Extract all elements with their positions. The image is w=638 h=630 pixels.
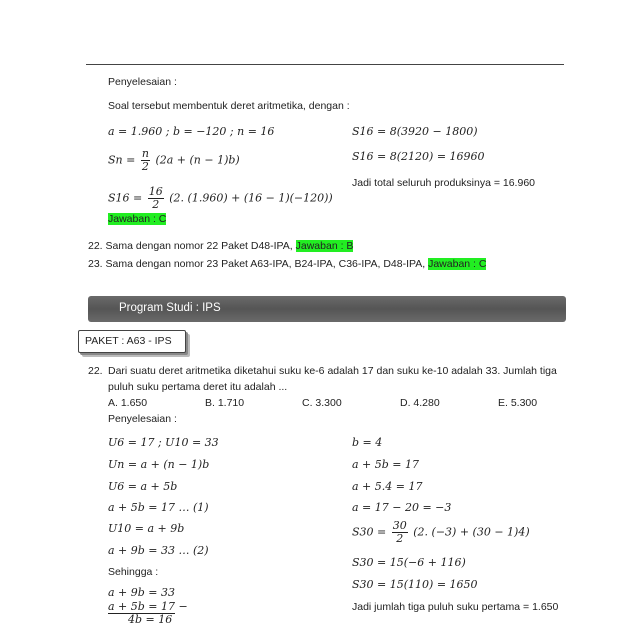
sn-formula	[108, 148, 240, 173]
s30-lhs: S30 =	[352, 525, 387, 539]
question-line-2: puluh suku pertama deret itu adalah ...	[108, 381, 288, 393]
step-left: Un = a + (n − 1)b	[108, 458, 210, 471]
s30-rhs: (2. (−3) + (30 − 1)4)	[413, 525, 530, 539]
paket-box	[78, 330, 186, 353]
s30-result-1: S30 = 15(−6 + 116)	[352, 556, 466, 569]
s16-lhs: S16 =	[108, 191, 143, 205]
penyelesaian-label: Penyelesaian :	[108, 413, 177, 425]
penyelesaian-label: Penyelesaian :	[108, 76, 177, 88]
s30-result-2: S30 = 15(110) = 1650	[352, 578, 478, 591]
option-e: E. 5.300	[498, 397, 538, 409]
item-text: Sama dengan nomor 23 Paket A63-IPA, B24-IPA, C36-IPA, D48-IPA,	[105, 258, 429, 270]
s16-result-1: S16 = 8(3920 − 1800)	[352, 125, 478, 138]
paket-label: PAKET : A63 - IPS	[85, 335, 172, 347]
question-line-1: Dari suatu deret aritmetika diketahui suku ke-6 adalah 17 dan suku ke-10 adalah 33. Jumlah tiga	[108, 365, 557, 377]
step-right: a = 17 − 20 = −3	[352, 501, 452, 514]
step-right: b = 4	[352, 436, 383, 449]
option-b: B. 1.710	[205, 397, 245, 409]
s16-den: 2	[152, 198, 160, 211]
program-studi-label: Program Studi : IPS	[119, 302, 221, 314]
s30-num: 30	[392, 519, 407, 532]
s16-result-2: S16 = 8(2120) = 16960	[352, 150, 485, 163]
minus-sign: −	[178, 600, 188, 613]
sn-num: n	[141, 147, 149, 160]
item-number: 23.	[88, 258, 103, 270]
list-item	[88, 258, 486, 270]
question-number: 22.	[88, 365, 103, 377]
step-left: a + 5b = 17 … (1)	[108, 501, 209, 514]
elimination-eq-1: a + 9b = 33	[108, 586, 176, 599]
intro-text: Soal tersebut membentuk deret aritmetika, dengan :	[108, 100, 350, 112]
option-d: D. 4.280	[400, 397, 440, 409]
elimination-eq-2	[108, 600, 188, 613]
sn-rhs: (2a + (n − 1)b)	[155, 153, 240, 167]
s30-formula	[352, 520, 530, 545]
final-answer: Jadi jumlah tiga puluh suku pertama = 1.650	[352, 601, 559, 613]
option-a: A. 1.650	[108, 397, 148, 409]
item-number: 22.	[88, 240, 103, 252]
s16-rhs: (2. (1.960) + (16 − 1)(−120))	[169, 191, 333, 205]
item-answer: Jawaban : C	[428, 258, 487, 270]
sn-den: 2	[141, 160, 149, 173]
option-c: C. 3.300	[302, 397, 342, 409]
given-values: a = 1.960 ; b = −120 ; n = 16	[108, 125, 275, 138]
step-right: a + 5b = 17	[352, 458, 420, 471]
s16-num: 16	[148, 185, 163, 198]
elimination-result: 4b = 16	[128, 613, 173, 626]
list-item	[88, 240, 353, 252]
s30-den: 2	[396, 532, 404, 545]
step-left: a + 9b = 33 … (2)	[108, 544, 209, 557]
total-produksi: Jadi total seluruh produksinya = 16.960	[352, 177, 535, 189]
sn-lhs: Sn =	[108, 153, 136, 167]
sehingga-label: Sehingga :	[108, 566, 159, 578]
jawaban-c: Jawaban : C	[108, 213, 167, 225]
step-left: U6 = a + 5b	[108, 480, 178, 493]
step-right: a + 5.4 = 17	[352, 480, 423, 493]
item-text: Sama dengan nomor 22 Paket D48-IPA,	[105, 240, 296, 252]
step-left: U6 = 17 ; U10 = 33	[108, 436, 219, 449]
item-answer: Jawaban : B	[295, 240, 354, 252]
s16-fraction	[148, 186, 164, 211]
s16-formula	[108, 186, 333, 211]
step-left: U10 = a + 9b	[108, 522, 185, 535]
top-rule	[86, 64, 564, 65]
sn-fraction	[141, 148, 150, 173]
elim-eq-2-text: a + 5b = 17	[108, 600, 176, 613]
s30-fraction	[392, 520, 408, 545]
